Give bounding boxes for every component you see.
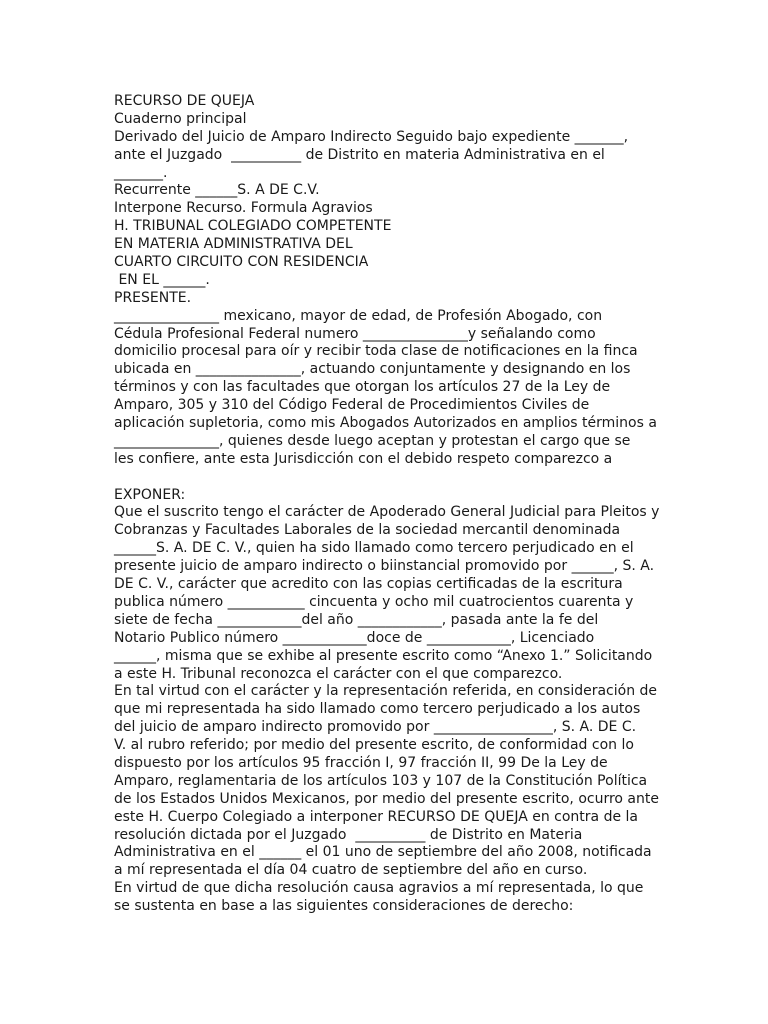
intro-line: términos y con las facultades que otorgan los artículos 27 de la Ley de [114, 379, 611, 396]
header-line: PRESENTE. [114, 289, 192, 306]
body-line: publica número ___________ cincuenta y ocho mil cuatrocientos cuarenta y [114, 593, 634, 610]
body-line: a mí representada el día 04 cuatro de septiembre del año en curso. [114, 862, 588, 879]
intro-line: aplicación supletoria, como mis Abogados Autorizados en amplios términos a [114, 415, 657, 432]
header-line: Derivado del Juicio de Amparo Indirecto Seguido bajo expediente _______, [114, 128, 629, 145]
header-line: RECURSO DE QUEJA [114, 93, 255, 109]
header-line: Cuaderno principal [114, 110, 247, 127]
paragraph-spacer [114, 469, 662, 487]
body-line: ______, misma que se exhibe al presente escrito como “Anexo 1.” Solicitando [114, 647, 653, 664]
header-line: EN EL ______. [114, 271, 210, 288]
body-line: Que el suscrito tengo el carácter de Apoderado General Judicial para Pleitos y [114, 504, 660, 521]
body-line: En tal virtud con el carácter y la representación referida, en consideración de [114, 683, 658, 700]
body-line: resolución dictada por el Juzgado __________ de Distrito en Materia [114, 826, 583, 843]
intro-line: _______________ mexicano, mayor de edad, de Profesión Abogado, con [114, 307, 603, 324]
header-line: _______. [114, 164, 168, 181]
body-line: se sustenta en base a las siguientes consideraciones de derecho: [114, 898, 574, 915]
intro-line: domicilio procesal para oír y recibir toda clase de notificaciones en la finca [114, 343, 638, 360]
body-line: presente juicio de amparo indirecto o biinstancial promovido por ______, S. A. [114, 558, 655, 575]
body-line: Amparo, reglamentaria de los artículos 103 y 107 de la Constitución Política [114, 772, 648, 789]
body-line: Administrativa en el ______ el 01 uno de septiembre del año 2008, notificada [114, 844, 652, 861]
intro-paragraph [114, 308, 662, 469]
intro-line: les confiere, ante esta Jurisdicción con el debido respeto comparezco a [114, 450, 613, 467]
body-line: a este H. Tribunal reconozca el carácter con el que comparezco. [114, 665, 563, 682]
header-line: CUARTO CIRCUITO CON RESIDENCIA [114, 254, 369, 271]
body-line: este H. Cuerpo Colegiado a interponer RECURSO DE QUEJA en contra de la [114, 808, 639, 825]
header-line: ante el Juzgado __________ de Distrito en materia Administrativa en el [114, 146, 605, 163]
document-page [114, 93, 662, 916]
document-header [114, 93, 662, 308]
exposition-body [114, 487, 662, 916]
header-line: Interpone Recurso. Formula Agravios [114, 200, 373, 217]
header-line: H. TRIBUNAL COLEGIADO COMPETENTE [114, 218, 392, 235]
body-line: que mi representada ha sido llamado como tercero perjudicado a los autos [114, 701, 641, 718]
body-line: En virtud de que dicha resolución causa agravios a mí representada, lo que [114, 880, 644, 897]
body-line: dispuesto por los artículos 95 fracción I, 97 fracción II, 99 De la Ley de [114, 754, 608, 771]
intro-line: ubicada en _______________, actuando conjuntamente y designando en los [114, 361, 631, 378]
body-line: V. al rubro referido; por medio del presente escrito, de conformidad con lo [114, 737, 634, 754]
body-line: ______S. A. DE C. V., quien ha sido llamado como tercero perjudicado en el [114, 540, 634, 557]
body-line: Notario Publico número ____________doce de ____________, Licenciado [114, 629, 595, 646]
body-line: de los Estados Unidos Mexicanos, por medio del presente escrito, ocurro ante [114, 790, 659, 807]
body-line: Cobranzas y Facultades Laborales de la sociedad mercantil denominada [114, 522, 621, 539]
body-line: siete de fecha ____________del año ____________, pasada ante la fe del [114, 611, 599, 628]
intro-line: Cédula Profesional Federal numero _______________y señalando como [114, 325, 596, 342]
body-line: DE C. V., carácter que acredito con las copias certificadas de la escritura [114, 576, 623, 593]
header-line: Recurrente ______S. A DE C.V. [114, 182, 320, 199]
intro-line: _______________, quienes desde luego aceptan y protestan el cargo que se [114, 432, 631, 449]
header-line: EN MATERIA ADMINISTRATIVA DEL [114, 236, 353, 253]
body-line: del juicio de amparo indirecto promovido por _________________, S. A. DE C. [114, 719, 637, 736]
intro-line: Amparo, 305 y 310 del Código Federal de Procedimientos Civiles de [114, 397, 590, 414]
body-line: EXPONER: [114, 486, 186, 503]
